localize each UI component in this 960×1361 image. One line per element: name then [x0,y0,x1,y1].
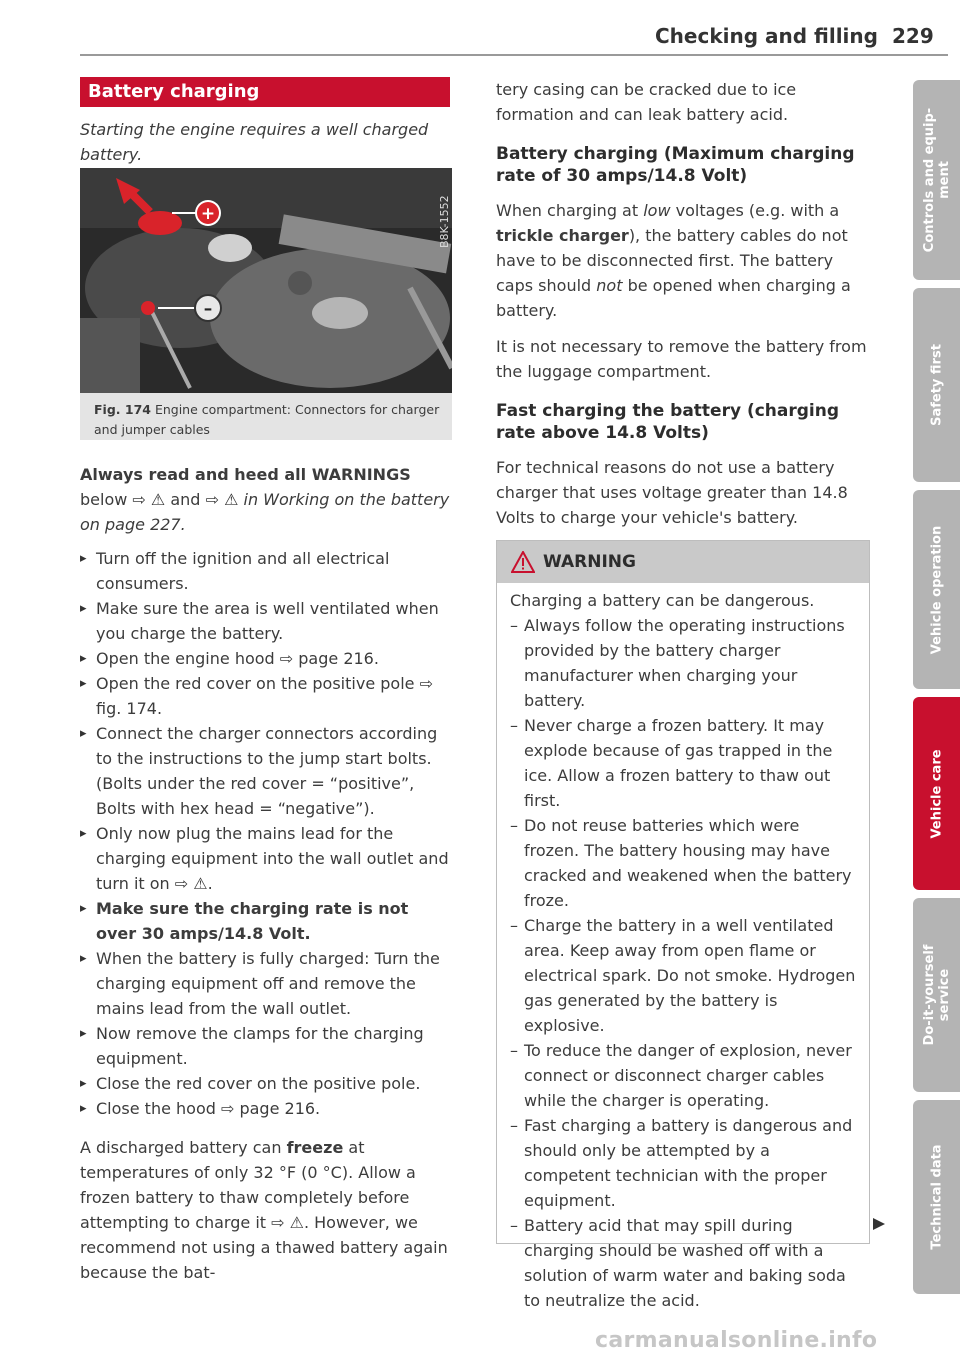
tab-technical-data[interactable] [913,1100,960,1294]
tab-do-it-yourself-service[interactable] [913,898,960,1092]
warning-box [496,540,870,1310]
tab-label: Technical data [929,1144,944,1250]
figure-code: B8K-1552 [438,195,451,248]
heading-max-charging-rate: Battery charging (Maximum charging rate of 30 amps/14.8 Volt) [496,144,855,186]
heading-fast-charging: Fast charging the battery (charging rate above 14.8 Volts) [496,401,840,443]
warning-intro: Charging a battery can be dangerous. [510,591,815,610]
list-item: ▸ Close the red cover on the positive pole. [80,1071,454,1096]
p1-low: low [643,201,671,220]
tab-label: Do-it-yourself service [921,944,952,1046]
page-number: 229 [892,24,934,48]
freeze-paragraph [80,1135,452,1285]
intro-text: Starting the engine requires a well charged battery. [80,120,429,164]
section-title-bar [80,77,450,107]
warnings-note [80,462,452,537]
plus-label: + [200,204,216,224]
list-item: ▸ Make sure the charging rate is not over 30 amps/14.8 Volt. [80,896,454,946]
steps-list [80,546,454,1121]
warning-list [510,613,858,1313]
luggage-paragraph: It is not necessary to remove the battery from the luggage compartment. [496,337,867,381]
watermark: carmanualsonline.info [595,1328,878,1353]
list-item: ▸ When the battery is fully charged: Turn the charging equipment off and remove the mains lead from the wall outlet. [80,946,454,1021]
warning-header [497,541,869,583]
list-item: ▸ Close the hood ⇨ page 216. [80,1096,454,1121]
fast-charging-paragraph: For technical reasons do not use a battery charger that uses voltage greater than 14.8 Volts to charge your vehicle's battery. [496,458,848,527]
warnings-note-and: and [170,490,201,509]
freeze-part2: at temperatures of only 32 °F (0 °C). Allow a frozen battery to thaw completely before attempting to charge it ⇨ ⚠. However, we recommend not using a thawed battery again because the bat- [80,1138,448,1282]
tab-label: Controls and equip- ment [921,107,952,253]
warnings-note-link[interactable]: in Working on the battery on page 227. [80,490,450,534]
freeze-part1: A discharged battery can [80,1138,282,1157]
tab-vehicle-care[interactable] [913,697,960,890]
list-item: ▸ Turn off the ignition and all electrical consumers. [80,546,454,596]
list-item: – Battery acid that may spill during charging should be washed off with a solution of warm water and baking soda to neutralize the acid. [510,1213,858,1313]
list-item: – Fast charging a battery is dangerous and should only be attempted by a competent technician with the proper equipment. [510,1113,858,1213]
section-title: Battery charging [88,81,260,102]
list-item: – Never charge a frozen battery. It may explode because of gas trapped in the ice. Allow a frozen battery to thaw out first. [510,713,858,813]
warnings-note-bold: Always read and heed all WARNINGS [80,465,411,484]
list-item: ▸ Open the red cover on the positive pole ⇨ fig. 174. [80,671,454,721]
warning-triangle-icon [511,551,535,573]
minus-label: – [203,299,213,319]
p1-c: ), the battery cables do not have to be disconnected first. The battery caps should [496,226,848,295]
figure-174 [80,168,452,440]
trickle-paragraph [496,198,868,323]
tab-controls-and-equipment[interactable] [913,80,960,280]
continue-arrow-icon [872,1217,886,1231]
tab-label: Safety first [929,344,944,426]
p1-b: voltages (e.g. with a [675,201,840,220]
engine-compartment-photo [80,168,452,393]
p1-not: not [596,276,623,295]
header-rule [80,54,948,56]
freeze-bold: freeze [286,1138,344,1157]
caption-text: Engine compartment: Connectors for charger and jumper cables [94,402,440,437]
ref-arrow: ⇨ [205,490,219,509]
list-item: – Charge the battery in a well ventilated area. Keep away from open flame or electrical spark. Do not smoke. Hydrogen gas generated by the battery is explosive. [510,913,858,1038]
continued-paragraph: tery casing can be cracked due to ice formation and can leak battery acid. [496,80,797,124]
warning-triangle-icon[interactable]: ⚠ [150,490,166,509]
tab-label: Vehicle care [929,748,944,839]
p1-a: When charging at [496,201,639,220]
list-item: ▸ Connect the charger connectors according to the instructions to the jump start bolts. (Bolts under the red cover = “positive”, Bolts with hex head = “negative”). [80,721,454,821]
tab-label: Vehicle operation [929,525,944,654]
caption-label: Fig. 174 [94,402,151,417]
p1-d: be opened when charging a battery. [496,276,851,320]
warnings-note-below: below [80,490,128,509]
list-item: ▸ Open the engine hood ⇨ page 216. [80,646,454,671]
steps-list-container [80,546,454,1121]
figure-caption [94,400,444,440]
ref-arrow: ⇨ [132,490,146,509]
list-item: ▸ Now remove the clamps for the charging equipment. [80,1021,454,1071]
warning-body [510,588,858,1313]
tab-vehicle-operation[interactable] [913,490,960,689]
warning-label: WARNING [543,552,636,572]
list-item: – Do not reuse batteries which were frozen. The battery housing may have cracked and weakened when the battery froze. [510,813,858,913]
tab-safety-first[interactable] [913,288,960,482]
p1-trickle-charger: trickle charger [496,226,629,245]
warning-triangle-icon[interactable]: ⚠ [224,490,239,509]
list-item: – Always follow the operating instructions provided by the battery charger manufacturer when charging your battery. [510,613,858,713]
list-item: – To reduce the danger of explosion, never connect or disconnect charger cables while the charger is operating. [510,1038,858,1113]
list-item: ▸ Make sure the area is well ventilated when you charge the battery. [80,596,454,646]
list-item: ▸ Only now plug the mains lead for the charging equipment into the wall outlet and turn it on ⇨ ⚠. [80,821,454,896]
running-header-title: Checking and filling [655,24,878,48]
